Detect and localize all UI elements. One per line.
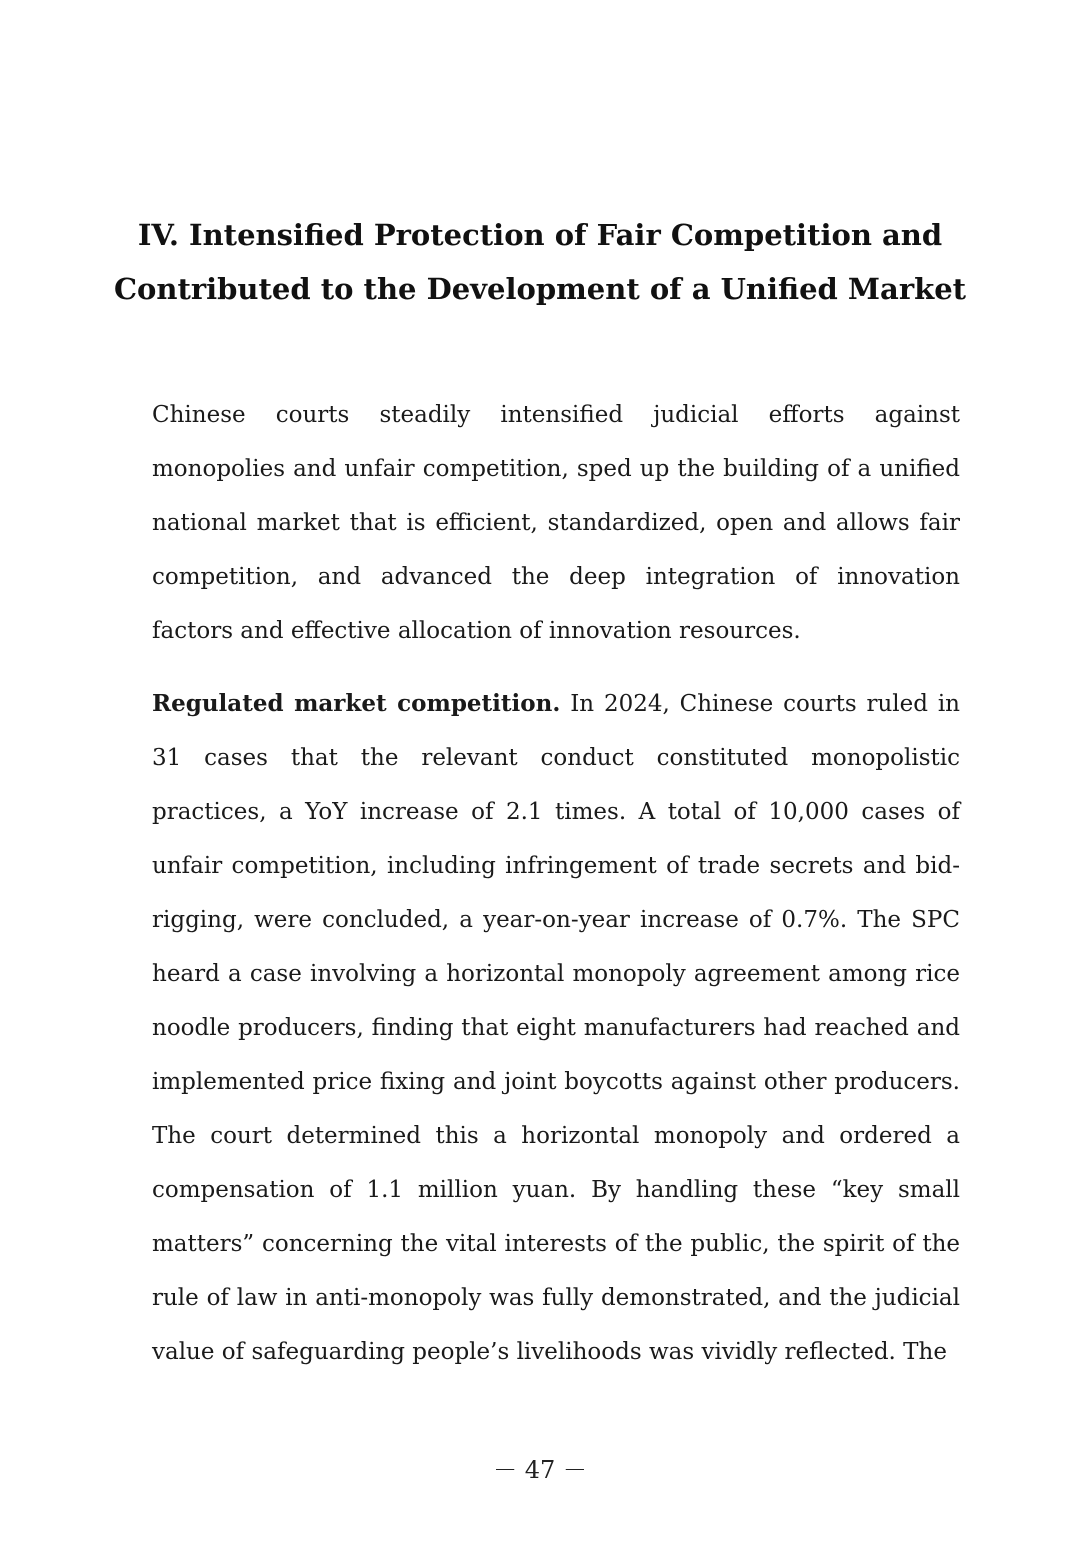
intro-paragraph-text: Chinese courts steadily intensified judicial efforts against monopolies and unfair competition, sped up the building of a unified national market that is efficient, standardized, open and allows fair competition, and advanced the deep integration of innovation factors and effective allocation of innovation resources. [152,402,960,644]
page-number: － 47 － [493,1456,587,1484]
paragraph-lead-heading: Regulated market competition. [152,690,561,717]
section-heading [100,208,980,316]
intro-paragraph [152,388,960,658]
heading-line-1: IV. Intensified Protection of Fair Competition and [137,218,943,252]
competition-paragraph-text: In 2024, Chinese courts ruled in 31 cases that the relevant conduct constituted monopolistic practices, a YoY increase of 2.1 times. A total of 10,000 cases of unfair competition, including infringement of trade secrets and bid-rigging, were concluded, a year-on-year increase of 0.7%. The SPC heard a case involving a horizontal monopoly agreement among rice noodle producers, finding that eight manufacturers had reached and implemented price fixing and joint boycotts against other producers. The court determined this a horizontal monopoly and ordered a compensation of 1.1 million yuan. By handling these “key small matters” concerning the vital interests of the public, the spirit of the rule of law in anti-monopoly was fully demonstrated, and the judicial value of safeguarding people’s livelihoods was vividly reflected. The [152,691,960,1365]
competition-paragraph [152,677,960,1379]
heading-line-2: Contributed to the Development of a Unified Market [113,272,967,306]
